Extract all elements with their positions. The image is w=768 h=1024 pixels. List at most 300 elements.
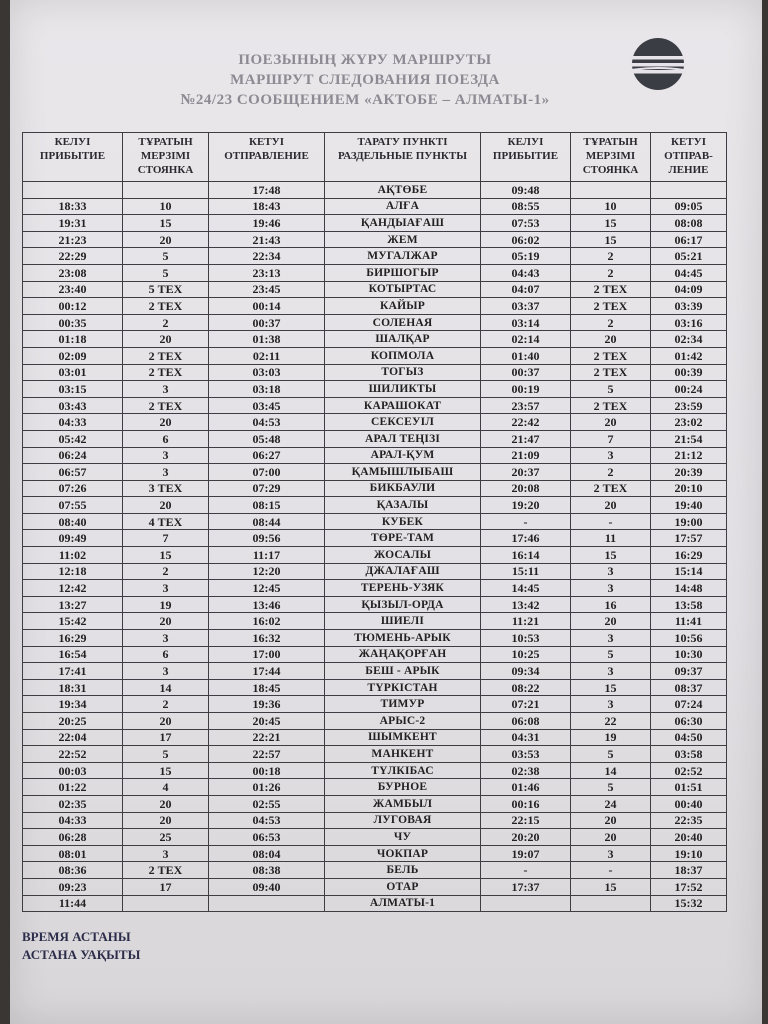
departure-cell: 19:46 (209, 215, 325, 232)
arrival-return-cell: 10:53 (481, 630, 571, 647)
arrival-return-cell: 03:53 (481, 746, 571, 763)
stop-return-cell: 22 (571, 713, 651, 730)
arrival-cell: 13:27 (23, 596, 123, 613)
station-cell: ШИЛИКТЫ (325, 381, 481, 398)
station-cell: ҚАМЫШЛЫБАШ (325, 464, 481, 481)
arrival-cell: 06:28 (23, 829, 123, 846)
stop-cell: 3 (123, 447, 209, 464)
departure-return-cell: 06:30 (651, 713, 727, 730)
arrival-return-cell (481, 895, 571, 912)
stop-return-cell: 7 (571, 430, 651, 447)
table-row (23, 281, 727, 298)
station-cell: КАЙЫР (325, 298, 481, 315)
stop-return-cell: 24 (571, 795, 651, 812)
departure-return-cell: 20:10 (651, 480, 727, 497)
arrival-return-cell: 00:16 (481, 795, 571, 812)
station-cell: ТЕРЕНЬ-УЗЯК (325, 580, 481, 597)
table-row (23, 845, 727, 862)
station-cell: ТҮЛКІБАС (325, 762, 481, 779)
station-cell: ШИЕЛІ (325, 613, 481, 630)
title-line-3: №24/23 СООБЩЕНИЕМ «АКТОБЕ – АЛМАТЫ-1» (180, 92, 550, 108)
table-row (23, 630, 727, 647)
stop-cell: 2 (123, 563, 209, 580)
departure-return-cell: 00:40 (651, 795, 727, 812)
stop-cell: 4 (123, 779, 209, 796)
departure-return-cell: 13:58 (651, 596, 727, 613)
stop-cell (123, 895, 209, 912)
arrival-return-cell: 05:19 (481, 248, 571, 265)
arrival-cell: 20:25 (23, 713, 123, 730)
arrival-cell: 06:57 (23, 464, 123, 481)
arrival-return-cell: 07:53 (481, 215, 571, 232)
station-cell: ТИМУР (325, 696, 481, 713)
stop-cell: 20 (123, 414, 209, 431)
stop-cell: 20 (123, 613, 209, 630)
stop-return-cell: 3 (571, 563, 651, 580)
stop-cell: 2 ТЕХ (123, 364, 209, 381)
table-row (23, 646, 727, 663)
station-cell: ТОГЫЗ (325, 364, 481, 381)
stop-return-cell: 20 (571, 331, 651, 348)
table-row (23, 596, 727, 613)
arrival-return-cell: 19:20 (481, 497, 571, 514)
table-row (23, 729, 727, 746)
departure-cell: 00:14 (209, 298, 325, 315)
departure-return-cell: 19:00 (651, 513, 727, 530)
departure-return-cell: 15:32 (651, 895, 727, 912)
station-cell: ЖЕМ (325, 231, 481, 248)
departure-return-cell: 23:02 (651, 414, 727, 431)
table-row (23, 347, 727, 364)
table-row (23, 331, 727, 348)
table-row (23, 447, 727, 464)
station-cell: ЧОКПАР (325, 845, 481, 862)
title-line-1: ПОЕЗЫНЫҢ ЖҮРУ МАРШРУТЫ (238, 52, 492, 68)
table-row (23, 762, 727, 779)
arrival-cell: 06:24 (23, 447, 123, 464)
arrival-return-cell: 06:08 (481, 713, 571, 730)
station-cell: ЖАҢАҚОРҒАН (325, 646, 481, 663)
arrival-cell: 07:26 (23, 480, 123, 497)
col-header-stop: ТҰРАТЫН МЕРЗІМІ СТОЯНКА (123, 133, 209, 182)
arrival-cell: 07:55 (23, 497, 123, 514)
station-cell: КУБЕК (325, 513, 481, 530)
arrival-cell: 04:33 (23, 812, 123, 829)
stop-cell: 3 (123, 663, 209, 680)
departure-return-cell: 22:35 (651, 812, 727, 829)
stop-cell: 5 (123, 746, 209, 763)
departure-return-cell: 05:21 (651, 248, 727, 265)
departure-cell: 17:00 (209, 646, 325, 663)
stop-cell: 10 (123, 198, 209, 215)
arrival-return-cell: 22:15 (481, 812, 571, 829)
arrival-cell: 02:35 (23, 795, 123, 812)
departure-cell: 23:45 (209, 281, 325, 298)
table-row (23, 231, 727, 248)
table-row (23, 563, 727, 580)
stop-cell: 5 (123, 248, 209, 265)
station-cell: ТҮРКІСТАН (325, 679, 481, 696)
stop-return-cell: 2 ТЕХ (571, 347, 651, 364)
stop-return-cell: 3 (571, 447, 651, 464)
stop-cell: 17 (123, 878, 209, 895)
arrival-return-cell: 03:37 (481, 298, 571, 315)
departure-cell (209, 895, 325, 912)
departure-return-cell: 20:40 (651, 829, 727, 846)
departure-return-cell: 01:42 (651, 347, 727, 364)
table-header-row (23, 133, 727, 182)
departure-cell: 19:36 (209, 696, 325, 713)
arrival-return-cell: - (481, 862, 571, 879)
departure-cell: 00:18 (209, 762, 325, 779)
col-header-station: ТАРАТУ ПУНКТІ РАЗДЕЛЬНЫЕ ПУНКТЫ (325, 133, 481, 182)
station-cell: ҚАЗАЛЫ (325, 497, 481, 514)
stop-cell: 20 (123, 713, 209, 730)
table-row (23, 298, 727, 315)
arrival-cell: 12:42 (23, 580, 123, 597)
stop-return-cell: 19 (571, 729, 651, 746)
arrival-return-cell: 14:45 (481, 580, 571, 597)
departure-return-cell: 20:39 (651, 464, 727, 481)
arrival-cell: 11:44 (23, 895, 123, 912)
stop-return-cell: 2 ТЕХ (571, 298, 651, 315)
stop-return-cell: 2 ТЕХ (571, 281, 651, 298)
stop-return-cell: 5 (571, 646, 651, 663)
departure-cell: 18:43 (209, 198, 325, 215)
arrival-return-cell: 22:42 (481, 414, 571, 431)
stop-return-cell: 2 (571, 314, 651, 331)
departure-return-cell: 04:09 (651, 281, 727, 298)
arrival-cell: 00:12 (23, 298, 123, 315)
station-cell: ТӨРЕ-ТАМ (325, 530, 481, 547)
stop-cell: 3 (123, 630, 209, 647)
arrival-cell: 21:23 (23, 231, 123, 248)
stop-cell: 15 (123, 215, 209, 232)
stop-cell: 3 ТЕХ (123, 480, 209, 497)
stop-cell (123, 182, 209, 199)
departure-cell: 00:37 (209, 314, 325, 331)
arrival-return-cell: 20:08 (481, 480, 571, 497)
arrival-cell: 15:42 (23, 613, 123, 630)
arrival-return-cell: 00:37 (481, 364, 571, 381)
stop-return-cell: 3 (571, 580, 651, 597)
arrival-return-cell: 06:02 (481, 231, 571, 248)
station-cell: АРАЛ-ҚУМ (325, 447, 481, 464)
page-title (105, 50, 625, 110)
stop-return-cell: 5 (571, 746, 651, 763)
departure-cell: 21:43 (209, 231, 325, 248)
arrival-cell: 19:34 (23, 696, 123, 713)
departure-cell: 03:18 (209, 381, 325, 398)
station-cell: СОЛЕНАЯ (325, 314, 481, 331)
departure-cell: 06:27 (209, 447, 325, 464)
arrival-return-cell: 17:37 (481, 878, 571, 895)
arrival-cell: 03:01 (23, 364, 123, 381)
stop-cell: 2 ТЕХ (123, 347, 209, 364)
departure-cell: 07:00 (209, 464, 325, 481)
table-row (23, 182, 727, 199)
arrival-cell: 12:18 (23, 563, 123, 580)
arrival-cell (23, 182, 123, 199)
stop-cell: 14 (123, 679, 209, 696)
departure-return-cell: 17:57 (651, 530, 727, 547)
departure-return-cell: 03:39 (651, 298, 727, 315)
station-cell: АРАЛ ТЕҢІЗІ (325, 430, 481, 447)
departure-return-cell: 23:59 (651, 397, 727, 414)
arrival-return-cell: 15:11 (481, 563, 571, 580)
stop-return-cell: 3 (571, 630, 651, 647)
departure-return-cell: 02:34 (651, 331, 727, 348)
departure-cell: 23:13 (209, 264, 325, 281)
departure-cell: 03:45 (209, 397, 325, 414)
col-header-arrival-return: КЕЛУІ ПРИБЫТИЕ (481, 133, 571, 182)
stop-cell: 19 (123, 596, 209, 613)
table-row (23, 663, 727, 680)
table-row (23, 513, 727, 530)
departure-cell: 04:53 (209, 414, 325, 431)
arrival-cell: 16:29 (23, 630, 123, 647)
departure-return-cell: 09:05 (651, 198, 727, 215)
table-row (23, 613, 727, 630)
table-row (23, 696, 727, 713)
table-row (23, 713, 727, 730)
time-zone-note (22, 928, 140, 964)
departure-return-cell: 14:48 (651, 580, 727, 597)
arrival-return-cell: 03:14 (481, 314, 571, 331)
stop-return-cell: 3 (571, 845, 651, 862)
table-row (23, 397, 727, 414)
stop-cell: 2 ТЕХ (123, 298, 209, 315)
departure-cell: 17:48 (209, 182, 325, 199)
station-cell: ЖОСАЛЫ (325, 547, 481, 564)
stop-return-cell: 3 (571, 663, 651, 680)
stop-cell: 3 (123, 580, 209, 597)
stop-return-cell: 15 (571, 547, 651, 564)
departure-return-cell: 00:39 (651, 364, 727, 381)
arrival-return-cell: 20:37 (481, 464, 571, 481)
arrival-cell: 00:35 (23, 314, 123, 331)
arrival-return-cell: 08:55 (481, 198, 571, 215)
departure-cell: 05:48 (209, 430, 325, 447)
stop-return-cell: 15 (571, 215, 651, 232)
arrival-cell: 11:02 (23, 547, 123, 564)
table-row (23, 746, 727, 763)
arrival-cell: 23:40 (23, 281, 123, 298)
departure-return-cell: 02:52 (651, 762, 727, 779)
time-zone-note-ru: ВРЕМЯ АСТАНЫ (22, 929, 131, 944)
arrival-cell: 04:33 (23, 414, 123, 431)
table-row (23, 895, 727, 912)
arrival-return-cell: 17:46 (481, 530, 571, 547)
arrival-return-cell: 21:09 (481, 447, 571, 464)
table-row (23, 530, 727, 547)
departure-cell: 22:21 (209, 729, 325, 746)
stop-cell: 6 (123, 430, 209, 447)
railway-logo-icon (628, 36, 688, 96)
departure-return-cell: 08:37 (651, 679, 727, 696)
table-row (23, 862, 727, 879)
stop-cell: 3 (123, 845, 209, 862)
departure-cell: 08:38 (209, 862, 325, 879)
departure-return-cell: 01:51 (651, 779, 727, 796)
arrival-return-cell: 07:21 (481, 696, 571, 713)
table-row (23, 464, 727, 481)
table-row (23, 248, 727, 265)
arrival-cell: 22:04 (23, 729, 123, 746)
table-row (23, 779, 727, 796)
station-cell: ЧУ (325, 829, 481, 846)
arrival-cell: 08:01 (23, 845, 123, 862)
departure-return-cell: 03:58 (651, 746, 727, 763)
stop-return-cell: 2 (571, 248, 651, 265)
stop-cell: 20 (123, 331, 209, 348)
table-row (23, 679, 727, 696)
departure-cell: 09:56 (209, 530, 325, 547)
arrival-cell: 08:36 (23, 862, 123, 879)
stop-cell: 15 (123, 762, 209, 779)
departure-return-cell: 04:50 (651, 729, 727, 746)
arrival-cell: 08:40 (23, 513, 123, 530)
arrival-return-cell: 04:07 (481, 281, 571, 298)
departure-cell: 08:44 (209, 513, 325, 530)
arrival-return-cell: 16:14 (481, 547, 571, 564)
station-cell: ШАЛҚАР (325, 331, 481, 348)
arrival-return-cell: 02:14 (481, 331, 571, 348)
table-row (23, 580, 727, 597)
stop-return-cell: - (571, 513, 651, 530)
departure-cell: 02:55 (209, 795, 325, 812)
col-header-departure-return: КЕТУІ ОТПРАВ-ЛЕНИЕ (651, 133, 727, 182)
station-cell: БИКБАУЛИ (325, 480, 481, 497)
timetable (22, 132, 727, 912)
table-row (23, 198, 727, 215)
arrival-cell: 01:22 (23, 779, 123, 796)
stop-return-cell: 15 (571, 679, 651, 696)
arrival-return-cell: 09:48 (481, 182, 571, 199)
arrival-cell: 22:52 (23, 746, 123, 763)
table-row (23, 829, 727, 846)
departure-cell: 08:15 (209, 497, 325, 514)
stop-return-cell: 14 (571, 762, 651, 779)
departure-cell: 20:45 (209, 713, 325, 730)
table-row (23, 795, 727, 812)
table-row (23, 314, 727, 331)
stop-cell: 2 ТЕХ (123, 397, 209, 414)
table-row (23, 497, 727, 514)
table-row (23, 381, 727, 398)
stop-cell: 20 (123, 795, 209, 812)
table-row (23, 264, 727, 281)
stop-cell: 3 (123, 464, 209, 481)
departure-return-cell: 15:14 (651, 563, 727, 580)
station-cell: ҚЫЗЫЛ-ОРДА (325, 596, 481, 613)
arrival-cell: 09:49 (23, 530, 123, 547)
stop-return-cell: 2 ТЕХ (571, 397, 651, 414)
station-cell: ЛУГОВАЯ (325, 812, 481, 829)
arrival-cell: 01:18 (23, 331, 123, 348)
station-cell: ЖАМБЫЛ (325, 795, 481, 812)
stop-return-cell: 20 (571, 829, 651, 846)
departure-cell: 22:34 (209, 248, 325, 265)
station-cell: АЛМАТЫ-1 (325, 895, 481, 912)
stop-cell: 20 (123, 497, 209, 514)
departure-cell: 16:32 (209, 630, 325, 647)
departure-return-cell: 19:10 (651, 845, 727, 862)
departure-return-cell: 18:37 (651, 862, 727, 879)
arrival-return-cell: 04:43 (481, 264, 571, 281)
stop-return-cell: 20 (571, 613, 651, 630)
departure-cell: 07:29 (209, 480, 325, 497)
table-row (23, 430, 727, 447)
arrival-return-cell: - (481, 513, 571, 530)
departure-cell: 12:20 (209, 563, 325, 580)
stop-cell: 20 (123, 231, 209, 248)
stop-return-cell: 2 ТЕХ (571, 480, 651, 497)
arrival-return-cell: 10:25 (481, 646, 571, 663)
station-cell: ҚАНДЫАҒАШ (325, 215, 481, 232)
stop-return-cell (571, 182, 651, 199)
stop-return-cell: 15 (571, 878, 651, 895)
departure-cell: 18:45 (209, 679, 325, 696)
time-zone-note-kz: АСТАНА УАҚЫТЫ (22, 947, 141, 962)
table-row (23, 812, 727, 829)
stop-cell: 25 (123, 829, 209, 846)
departure-cell: 08:04 (209, 845, 325, 862)
station-cell: ТЮМЕНЬ-АРЫК (325, 630, 481, 647)
station-cell: ШЫМКЕНТ (325, 729, 481, 746)
col-header-departure: КЕТУІ ОТПРАВЛЕНИЕ (209, 133, 325, 182)
title-line-2: МАРШРУТ СЛЕДОВАНИЯ ПОЕЗДА (230, 72, 500, 88)
arrival-cell: 18:33 (23, 198, 123, 215)
stop-return-cell: 20 (571, 497, 651, 514)
arrival-cell: 23:08 (23, 264, 123, 281)
arrival-cell: 16:54 (23, 646, 123, 663)
col-header-arrival: КЕЛУІ ПРИБЫТИЕ (23, 133, 123, 182)
table-row (23, 215, 727, 232)
departure-cell: 11:17 (209, 547, 325, 564)
station-cell: АЛҒА (325, 198, 481, 215)
arrival-cell: 05:42 (23, 430, 123, 447)
departure-return-cell: 10:56 (651, 630, 727, 647)
stop-return-cell (571, 895, 651, 912)
stop-return-cell: 16 (571, 596, 651, 613)
station-cell: КАРАШОКАТ (325, 397, 481, 414)
departure-return-cell: 09:37 (651, 663, 727, 680)
stop-return-cell: 5 (571, 381, 651, 398)
arrival-cell: 00:03 (23, 762, 123, 779)
departure-return-cell: 07:24 (651, 696, 727, 713)
station-cell: ОТАР (325, 878, 481, 895)
station-cell: КОПМОЛА (325, 347, 481, 364)
arrival-cell: 03:43 (23, 397, 123, 414)
departure-return-cell: 03:16 (651, 314, 727, 331)
departure-cell: 06:53 (209, 829, 325, 846)
station-cell: БЕШ - АРЫК (325, 663, 481, 680)
departure-cell: 17:44 (209, 663, 325, 680)
table-row (23, 547, 727, 564)
stop-return-cell: 10 (571, 198, 651, 215)
departure-return-cell: 16:29 (651, 547, 727, 564)
stop-cell: 17 (123, 729, 209, 746)
departure-cell: 16:02 (209, 613, 325, 630)
station-cell: СЕКСЕУІЛ (325, 414, 481, 431)
departure-return-cell: 21:12 (651, 447, 727, 464)
station-cell: БЕЛЬ (325, 862, 481, 879)
departure-return-cell (651, 182, 727, 199)
table-row (23, 878, 727, 895)
col-header-stop-return: ТҰРАТЫН МЕРЗІМІ СТОЯНКА (571, 133, 651, 182)
arrival-return-cell: 09:34 (481, 663, 571, 680)
